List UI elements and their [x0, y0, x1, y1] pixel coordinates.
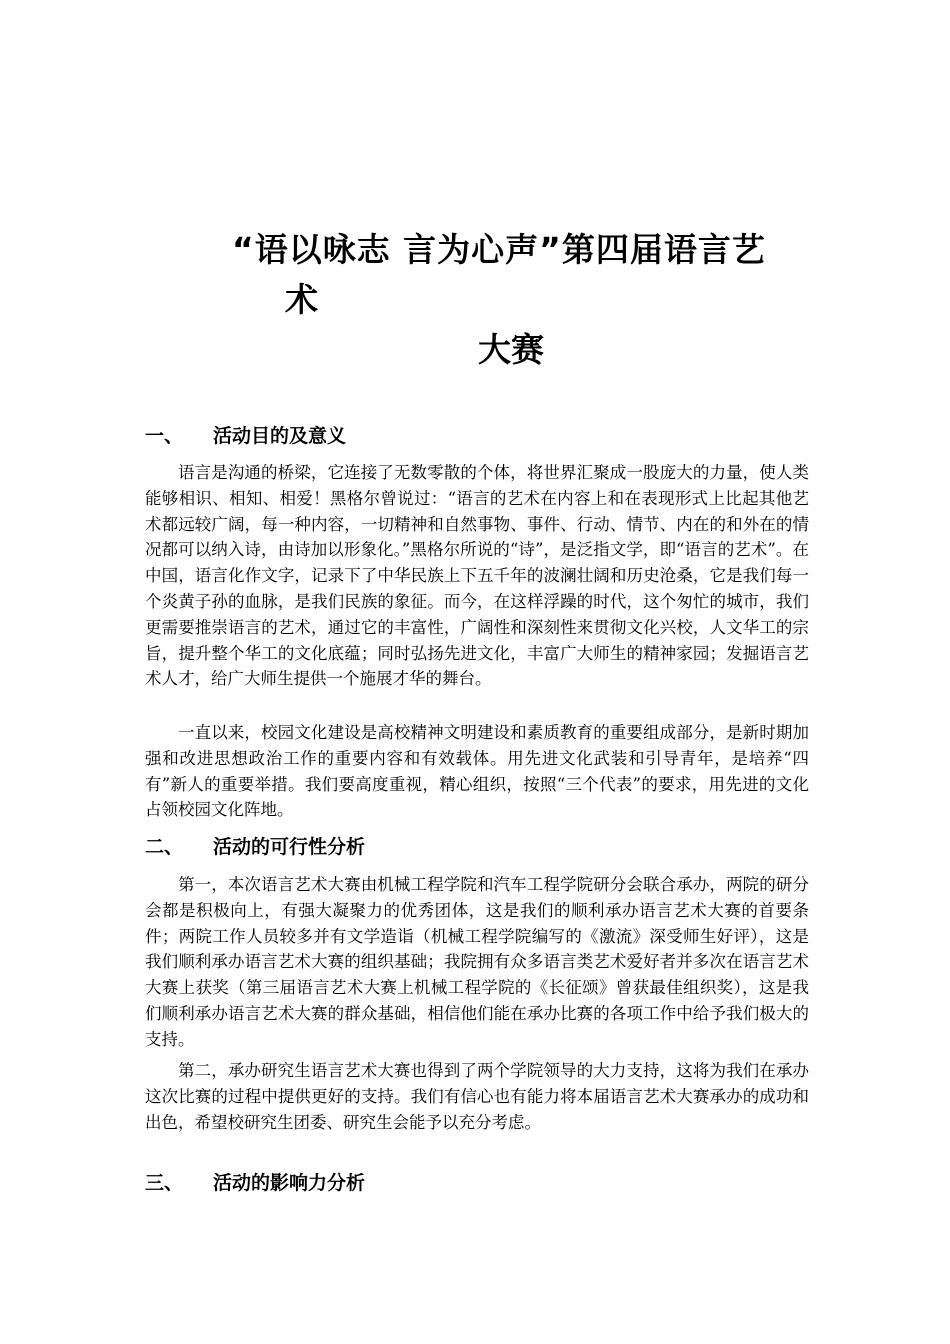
section-1-paragraph-1: 语言是沟通的桥梁，它连接了无数零散的个体，将世界汇聚成一股庞大的力量，使人类能够相识、相知、相爱！黑格尔曾说过：“语言的艺术在内容上和在表现形式上比起其他艺术都远较广阔，每一种内容，一切精神和自然事物、事件、行动、情节、内在的和外在的情况都可以纳入诗，由诗加以形象化。”黑格尔所说的“诗”，是泛指文学，即“语言的艺术”。在中国，语言化作文字，记录下了中华民族上下五千年的波澜壮阔和历史沧桑，它是我们每一个炎黄子孙的血脉，是我们民族的象征。而今，在这样浮躁的时代，这个匆忙的城市，我们更需要推崇语言的艺术，通过它的丰富性，广阔性和深刻性来贯彻文化兴校，人文华工的宗旨，提升整个华工的文化底蕴；同时弘扬先进文化，丰富广大师生的精神家园；发掘语言艺术人才，给广大师生提供一个施展才华的舞台。 [145, 463, 809, 689]
section-heading-3 [145, 1169, 365, 1197]
document-title-line-3: 大赛 [478, 330, 544, 369]
section-1-paragraph-2: 一直以来，校园文化建设是高校精神文明建设和素质教育的重要组成部分，是新时期加强和改进思想政治工作的重要内容和有效载体。用先进文化武装和引导青年，是培养“四有”新人的重要举措。我们要高度重视，精心组织，按照“三个代表”的要求，用先进的文化占领校园文化阵地。 [145, 723, 809, 820]
section-heading-text: 活动目的及意义 [213, 425, 347, 447]
section-2-paragraph-2: 第二，承办研究生语言艺术大赛也得到了两个学院领导的大力支持，这将为我们在承办这次比赛的过程中提供更好的支持。我们有信心也有能力将本届语言艺术大赛承办的成功和出色，希望校研究生团委、研究生会能予以充分考虑。 [145, 1061, 809, 1132]
document-title-line-2: 术 [285, 280, 318, 319]
section-heading-1 [145, 422, 346, 450]
section-number: 三、 [145, 1172, 184, 1194]
section-heading-2 [145, 833, 365, 861]
section-heading-text: 活动的影响力分析 [213, 1172, 366, 1194]
section-heading-text: 活动的可行性分析 [213, 836, 366, 858]
section-number: 二、 [145, 836, 184, 858]
section-number: 一、 [145, 425, 184, 447]
document-title-line-1: “语以咏志 言为心声”第四届语言艺 [232, 230, 766, 269]
section-2-paragraph-1: 第一，本次语言艺术大赛由机械工程学院和汽车工程学院研分会联合承办，两院的研分会都是积极向上，有强大凝聚力的优秀团体，这是我们的顺利承办语言艺术大赛的首要条件；两院工作人员较多并有文学造诣（机械工程学院编写的《激流》深受师生好评），这是我们顺利承办语言艺术大赛的组织基础；我院拥有众多语言类艺术爱好者并多次在语言艺术大赛上获奖（第三届语言艺术大赛上机械工程学院的《长征颂》曾获最佳组织奖），这是我们顺利承办语言艺术大赛的群众基础，相信他们能在承办比赛的各项工作中给予我们极大的支持。 [145, 875, 809, 1049]
